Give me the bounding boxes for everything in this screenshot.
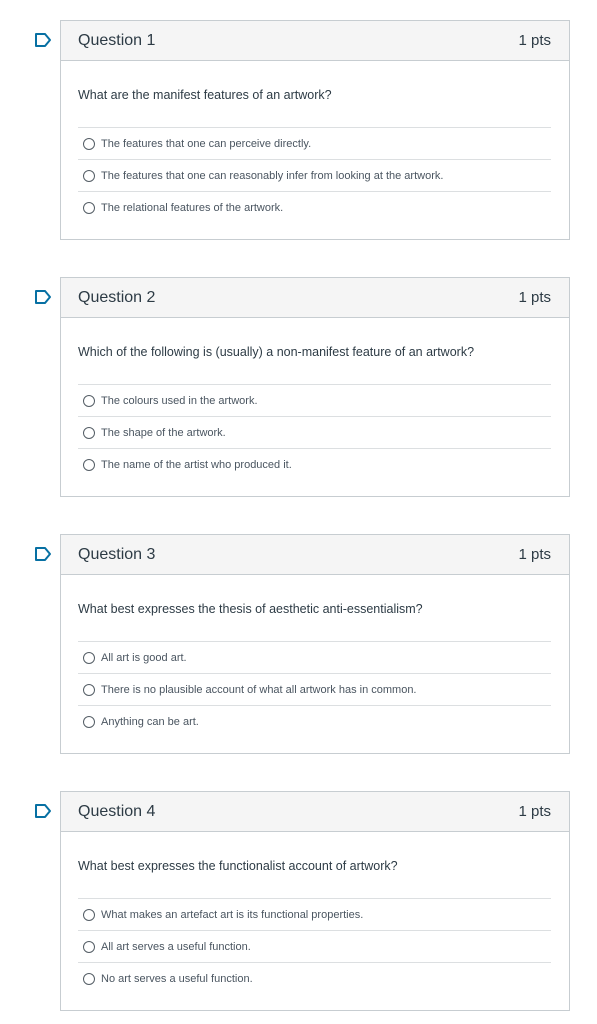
question-card (60, 534, 570, 754)
bookmark-flag-icon[interactable] (34, 32, 52, 48)
answer-option[interactable] (78, 673, 551, 705)
answer-option[interactable] (78, 384, 551, 416)
radio-button-icon[interactable] (83, 652, 95, 664)
question-points: 1 pts (518, 546, 551, 563)
answer-label: The relational features of the artwork. (101, 201, 284, 214)
radio-button-icon[interactable] (83, 909, 95, 921)
answer-label: The name of the artist who produced it. (101, 458, 292, 471)
question-header (61, 21, 569, 61)
answer-list (78, 898, 551, 994)
answer-option[interactable] (78, 416, 551, 448)
answer-option[interactable] (78, 641, 551, 673)
answer-label: The shape of the artwork. (101, 426, 226, 439)
question-card (60, 277, 570, 497)
answer-list (78, 127, 551, 223)
bookmark-flag-icon[interactable] (34, 546, 52, 562)
question-title: Question 1 (78, 31, 156, 49)
answer-option[interactable] (78, 705, 551, 737)
answer-list (78, 384, 551, 480)
radio-button-icon[interactable] (83, 941, 95, 953)
radio-button-icon[interactable] (83, 202, 95, 214)
question-title: Question 4 (78, 802, 156, 820)
bookmark-flag-icon[interactable] (34, 289, 52, 305)
question-points: 1 pts (518, 289, 551, 306)
question-points: 1 pts (518, 803, 551, 820)
bookmark-flag-icon[interactable] (34, 803, 52, 819)
question-header (61, 278, 569, 318)
answer-label: All art serves a useful function. (101, 940, 251, 953)
answer-label: The features that one can perceive directly. (101, 137, 312, 150)
answer-option[interactable] (78, 159, 551, 191)
answer-label: The colours used in the artwork. (101, 394, 258, 407)
answer-label: Anything can be art. (101, 715, 199, 728)
radio-button-icon[interactable] (83, 716, 95, 728)
question-card (60, 791, 570, 1011)
radio-button-icon[interactable] (83, 138, 95, 150)
radio-button-icon[interactable] (83, 170, 95, 182)
answer-option[interactable] (78, 930, 551, 962)
radio-button-icon[interactable] (83, 427, 95, 439)
answer-label: What makes an artefact art is its functional properties. (101, 908, 364, 921)
question-title: Question 3 (78, 545, 156, 563)
question-title: Question 2 (78, 288, 156, 306)
question-block (0, 791, 597, 1013)
answer-option[interactable] (78, 962, 551, 994)
question-block (0, 534, 597, 756)
radio-button-icon[interactable] (83, 459, 95, 471)
radio-button-icon[interactable] (83, 973, 95, 985)
question-block (0, 277, 597, 499)
answer-list (78, 641, 551, 737)
answer-option[interactable] (78, 191, 551, 223)
question-block (0, 20, 597, 242)
question-header (61, 792, 569, 832)
question-card (60, 20, 570, 240)
question-text: What best expresses the thesis of aesthetic anti-essentialism? (78, 602, 423, 616)
answer-label: The features that one can reasonably infer from looking at the artwork. (101, 169, 444, 182)
question-text: What best expresses the functionalist account of artwork? (78, 859, 398, 873)
answer-label: No art serves a useful function. (101, 972, 253, 985)
radio-button-icon[interactable] (83, 684, 95, 696)
question-header (61, 535, 569, 575)
answer-option[interactable] (78, 448, 551, 480)
question-points: 1 pts (518, 32, 551, 49)
answer-label: All art is good art. (101, 651, 187, 664)
question-text: Which of the following is (usually) a non-manifest feature of an artwork? (78, 345, 475, 359)
question-text: What are the manifest features of an artwork? (78, 88, 332, 102)
answer-option[interactable] (78, 898, 551, 930)
radio-button-icon[interactable] (83, 395, 95, 407)
answer-option[interactable] (78, 127, 551, 159)
answer-label: There is no plausible account of what all artwork has in common. (101, 683, 417, 696)
